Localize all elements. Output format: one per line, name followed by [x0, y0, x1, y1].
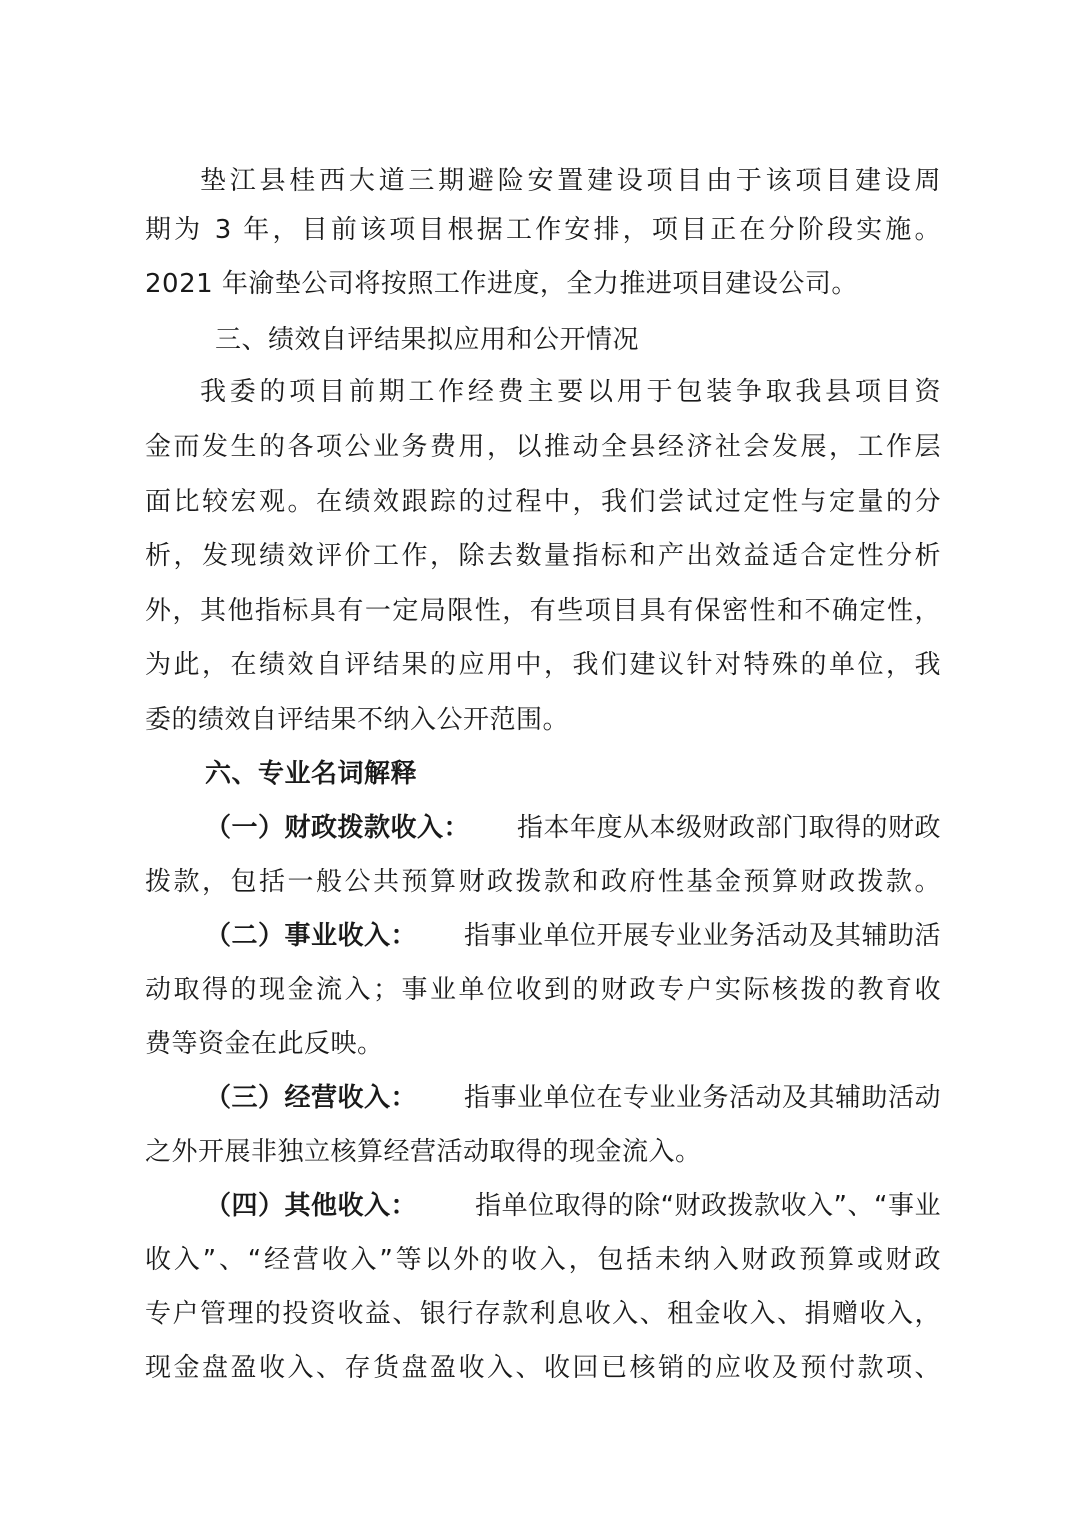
paragraph-2-line-7: 委的绩效自评结果不纳入公开范围。	[145, 705, 570, 735]
paragraph-1-line-3: 2021 年渝垫公司将按照工作进度，全力推进项目建设公司。	[145, 269, 858, 299]
definition-1-line-2: 拨款，包括一般公共预算财政拨款和政府性基金预算财政拨款。	[145, 867, 941, 897]
definition-2-text: 指事业单位开展专业业务活动及其辅助活	[463, 921, 941, 951]
definition-4-term: （四）其他收入：	[205, 1191, 418, 1221]
definition-1-term: （一）财政拨款收入：	[205, 813, 471, 843]
definition-3-term: （三）经营收入：	[205, 1083, 418, 1113]
definition-4-line-2: 收入”、“经营收入”等以外的收入，包括未纳入财政预算或财政	[145, 1245, 941, 1275]
definition-1-text: 指本年度从本级财政部门取得的财政	[516, 813, 941, 843]
paragraph-2-line-4: 析，发现绩效评价工作，除去数量指标和产出效益适合定性分析	[145, 541, 941, 571]
paragraph-2-line-2: 金而发生的各项公业务费用，以推动全县经济社会发展，工作层	[145, 432, 941, 462]
paragraph-2-line-6: 为此，在绩效自评结果的应用中，我们建议针对特殊的单位，我	[145, 650, 941, 680]
definition-3-text: 指事业单位在专业业务活动及其辅助活动	[463, 1083, 941, 1113]
paragraph-1-line-2: 期为 3 年，目前该项目根据工作安排，项目正在分阶段实施。	[145, 215, 941, 245]
definition-4-text: 指单位取得的除“财政拨款收入”、“事业	[475, 1191, 941, 1221]
definition-4-line-3: 专户管理的投资收益、银行存款利息收入、租金收入、捐赠收入，	[145, 1299, 941, 1329]
paragraph-2-line-1: 我委的项目前期工作经费主要以用于包装争取我县项目资	[200, 377, 941, 407]
paragraph-2-line-5: 外，其他指标具有一定局限性，有些项目具有保密性和不确定性，	[145, 596, 941, 626]
definition-1-line-1	[205, 810, 941, 846]
definition-2-line-1	[205, 918, 941, 954]
definition-2-term: （二）事业收入：	[205, 921, 418, 951]
definition-2-line-2: 动取得的现金流入；事业单位收到的财政专户实际核拨的教育收	[145, 975, 941, 1005]
definition-2-line-3: 费等资金在此反映。	[145, 1029, 384, 1059]
definition-3-line-2: 之外开展非独立核算经营活动取得的现金流入。	[145, 1137, 702, 1167]
definition-3-line-1	[205, 1080, 941, 1116]
definition-4-line-1	[205, 1188, 941, 1224]
section-3-heading: 三、绩效自评结果拟应用和公开情况	[215, 325, 640, 355]
paragraph-2-line-3: 面比较宏观。在绩效跟踪的过程中，我们尝试过定性与定量的分	[145, 487, 941, 517]
section-6-heading: 六、专业名词解释	[205, 759, 418, 789]
definition-4-line-4: 现金盘盈收入、存货盘盈收入、收回已核销的应收及预付款项、	[145, 1353, 941, 1383]
paragraph-1-line-1: 垫江县桂西大道三期避险安置建设项目由于该项目建设周	[200, 166, 941, 196]
